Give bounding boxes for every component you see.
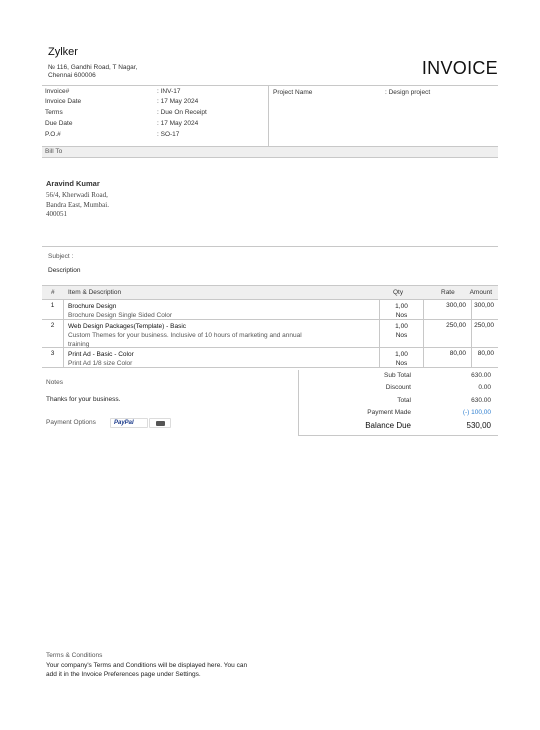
meta-label: P.O.# [45,131,61,138]
meta-label: Terms [45,109,63,116]
column-header-rate: Rate [441,289,455,296]
total-label: Balance Due [365,421,411,430]
item-description [64,320,380,347]
total-label: Discount [385,384,411,391]
item-number: 1 [42,300,64,319]
totals-panel [298,370,498,436]
total-value: 630.00 [471,372,491,379]
notes-text: Thanks for your business. [46,396,121,403]
item-number: 3 [42,348,64,367]
column-header-qty: Qty [393,289,404,296]
company-address [48,64,137,80]
meta-value: : INV-17 [157,88,181,95]
item-title: Brochure Design [68,303,117,310]
meta-label: Project Name [273,89,313,96]
table-row [42,300,498,320]
customer-name: Aravind Kumar [46,179,100,188]
customer-address-line: Bandra East, Mumbai. [46,200,109,209]
item-unit: Nos [395,332,408,339]
terms-line: Your company's Terms and Conditions will be displayed here. You can [46,662,248,669]
company-address-line: Chennai 600006 [48,72,96,79]
total-label: Sub Total [384,372,411,379]
item-amount: 250,00 [474,322,494,329]
terms-line: add it in the Invoice Preferences page under Settings. [46,671,201,678]
company-name: Zylker [48,46,78,58]
item-unit: Nos [395,360,408,367]
meta-label: Invoice# [45,88,70,95]
subject-label: Subject : [48,253,74,260]
meta-value: : Design project [385,89,431,96]
item-description [64,348,380,367]
column-header-description: Item & Description [68,289,122,296]
item-subtitle-continued: training [68,341,90,348]
items-table-header [42,286,498,300]
meta-value: : Due On Receipt [157,109,207,116]
payment-made-value[interactable]: (-) 100,00 [462,409,491,416]
invoice-meta [42,85,498,146]
item-qty [380,348,424,367]
table-row [42,348,498,368]
item-amount-cell [472,320,498,347]
notes-label: Notes [46,379,63,386]
credit-card-icon[interactable] [149,418,171,428]
divider [42,246,498,247]
item-description [64,300,380,319]
item-amount-cell [472,300,498,319]
item-amount: 300,00 [474,302,494,309]
item-subtitle: Custom Themes for your business. Inclusive of 10 hours of marketing and annual [68,332,302,339]
terms-text [46,661,286,679]
bill-to-header: Bill To [42,146,498,158]
column-header-amount: Amount [469,289,492,296]
meta-value: : 17 May 2024 [157,120,199,127]
meta-value: : 17 May 2024 [157,98,199,105]
invoice-meta-left [42,86,269,147]
total-label: Payment Made [367,409,411,416]
customer-address-line: 56/4, Kherwadi Road, [46,191,108,199]
total-label: Total [397,397,411,404]
customer-address [46,191,109,220]
payment-options-label: Payment Options [46,419,96,426]
total-value: 0.00 [478,384,491,391]
terms-label: Terms & Conditions [46,652,103,659]
meta-label: Due Date [45,120,73,127]
item-title: Print Ad - Basic - Color [68,351,134,358]
item-qty-value: 1,00 [395,303,408,310]
item-qty [380,320,424,347]
card-chip-icon [156,421,165,426]
description-label: Description [48,267,81,274]
balance-due-value: 530,00 [466,421,491,430]
item-subtitle: Print Ad 1/8 size Color [68,360,133,367]
paypal-button[interactable]: PayPal [110,418,148,428]
item-number: 2 [42,320,64,347]
item-rate: 80,00 [424,348,472,367]
item-amount: 80,00 [477,350,494,357]
item-qty-value: 1,00 [395,351,408,358]
item-rate: 300,00 [424,300,472,319]
item-amount-cell [472,348,498,367]
table-row [42,320,498,348]
meta-value: : SO-17 [157,131,180,138]
item-qty-value: 1,00 [395,323,408,330]
column-header-number: # [51,289,55,296]
meta-label: Invoice Date [45,98,82,105]
item-subtitle: Brochure Design Single Sided Color [68,312,173,319]
document-title: INVOICE [421,58,498,78]
item-title: Web Design Packages(Template) - Basic [68,323,187,330]
item-qty [380,300,424,319]
total-value: 630.00 [471,397,491,404]
items-table [42,285,498,368]
company-address-line: № 116, Gandhi Road, T Nagar, [48,64,138,71]
customer-address-line: 400051 [46,210,67,218]
item-rate: 250,00 [424,320,472,347]
item-unit: Nos [395,312,408,319]
